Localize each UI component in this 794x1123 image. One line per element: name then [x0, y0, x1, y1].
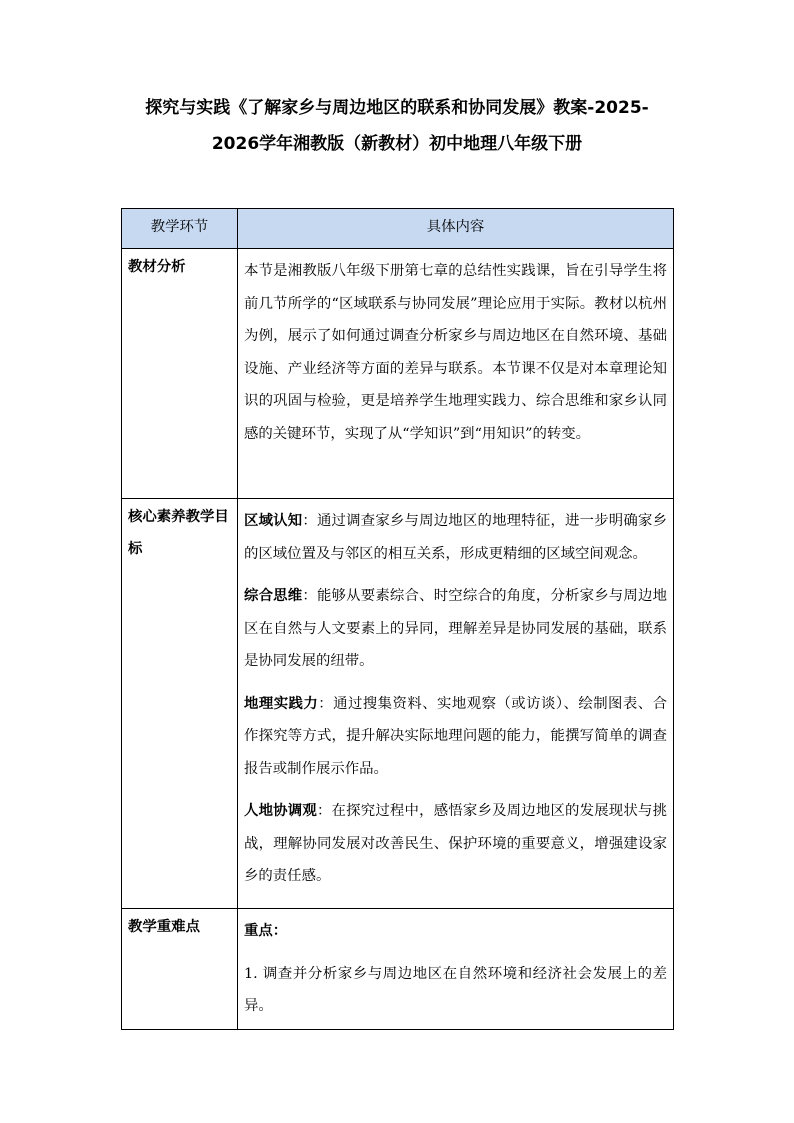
content-paragraph — [244, 915, 667, 948]
stage-cell: 教学重难点 — [122, 909, 238, 1030]
paragraph-text: ：通过调查家乡与周边地区的地理特征，进一步明确家乡的区域位置及与邻区的相互关系，形成更精细的区域空间观念。 — [244, 513, 667, 562]
paragraph-text: ：通过搜集资料、实地观察（或访谈）、绘制图表、合作探究等方式，提升解决实际地理问题的能力，能撰写简单的调查报告或制作展示作品。 — [244, 695, 667, 777]
paragraph-label: 地理实践力 — [244, 694, 319, 712]
lesson-plan-table — [121, 208, 674, 1030]
header-content: 具体内容 — [238, 209, 674, 249]
paragraph-label: 重点 — [244, 922, 273, 939]
content-paragraph — [244, 688, 667, 786]
content-paragraph — [244, 255, 667, 450]
title-line-2: 2026学年湘教版（新教材）初中地理八年级下册 — [211, 134, 583, 154]
paragraph-text: ：能够从要素综合、时空综合的角度，分析家乡与周边地区在自然与人文要素上的异同，理解差异是协同发展的基础，联系是协同发展的纽带。 — [244, 588, 667, 669]
table-row — [122, 909, 674, 1030]
document-title — [100, 90, 694, 162]
content-cell — [238, 249, 674, 499]
paragraph-text: ： — [272, 922, 288, 939]
title-line-1: 探究与实践《了解家乡与周边地区的联系和协同发展》教案-2025- — [145, 98, 649, 118]
content-paragraph — [244, 505, 667, 570]
content-paragraph — [244, 958, 667, 1023]
paragraph-text: 本节是湘教版八年级下册第七章的总结性实践课，旨在引导学生将前几节所学的“区域联系与协同发展”理论应用于实际。教材以杭州为例，展示了如何通过调查分析家乡与周边地区在自然环境、基础设施、产业经济等方面的差异与联系。本节课不仅是对本章理论知识的巩固与检验，更是培养学生地理实践力、综合思维和家乡认同感的关键环节，实现了从“学知识”到“用知识”的转变。 — [244, 263, 667, 442]
table-row — [122, 499, 674, 909]
content-paragraph — [244, 580, 667, 678]
paragraph-text: ：在探究过程中，感悟家乡及周边地区的发展现状与挑战，理解协同发展对改善民生、保护环境的重要意义，增强建设家乡的责任感。 — [244, 803, 667, 884]
content-cell — [238, 499, 674, 909]
paragraph-text: 1. 调查并分析家乡与周边地区在自然环境和经济社会发展上的差异。 — [244, 965, 667, 1014]
header-stage: 教学环节 — [122, 209, 238, 249]
paragraph-label: 人地协调观 — [244, 802, 317, 819]
stage-cell: 教材分析 — [122, 249, 238, 499]
table-row — [122, 249, 674, 499]
content-cell — [238, 909, 674, 1030]
table-header-row — [122, 209, 674, 249]
paragraph-label: 区域认知 — [244, 512, 303, 529]
paragraph-label: 综合思维 — [244, 587, 303, 604]
stage-cell: 核心素养教学目标 — [122, 499, 238, 909]
content-paragraph — [244, 795, 667, 893]
